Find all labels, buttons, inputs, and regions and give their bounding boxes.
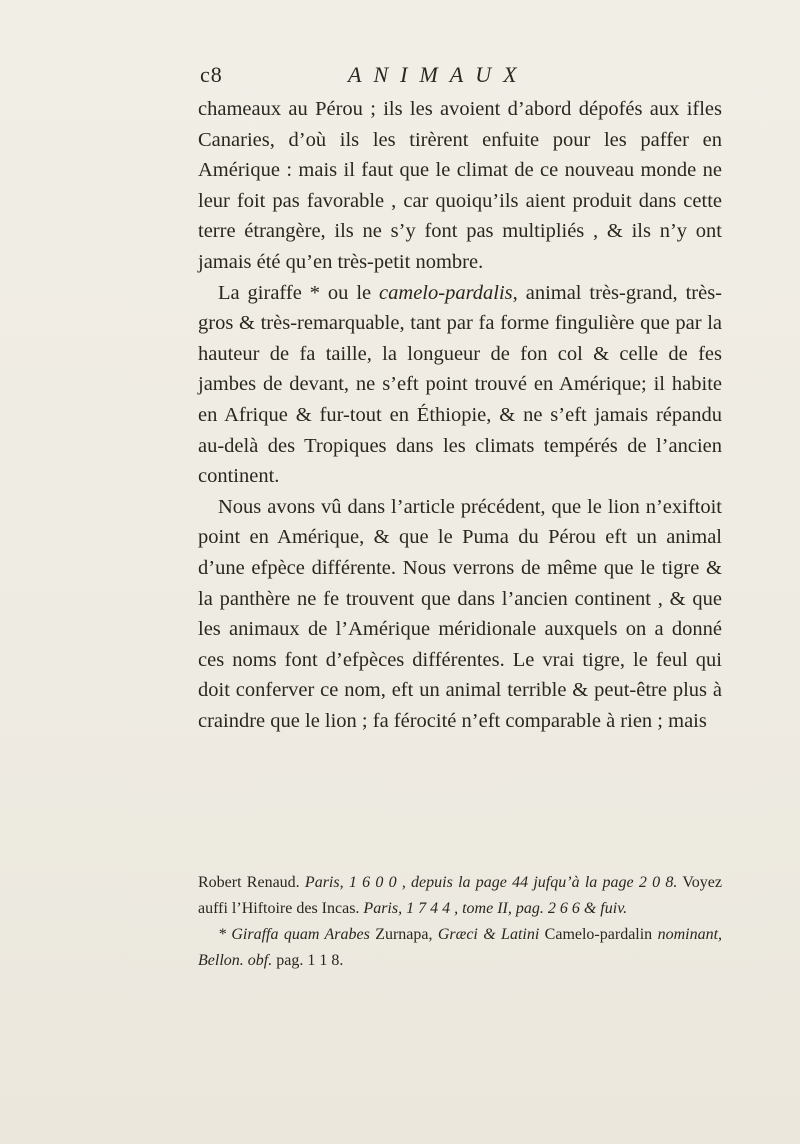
footnote-1-part-a: Robert Renaud. <box>198 874 305 891</box>
page-number: c8 <box>200 62 223 87</box>
paragraph-3: Nous avons vû dans l’article précédent, que le lion n’exiftoit point en Amérique, & que le Puma du Pérou eft un animal d’une efpèce différente. Nous verrons de même que le tigre & la panthère ne fe trouvent que dans l’ancien continent , & que les animaux de l’Amérique méridionale auxquels on a donné ces noms font d’efpèces différentes. Le vrai tigre, le feul qui doit conferver ce nom, eft un animal terrible & peut-être plus à craindre que le lion ; fa férocité n’eft comparable à rien ; mais <box>198 495 722 732</box>
main-text <box>198 94 722 736</box>
footnote-2 <box>198 922 722 974</box>
footnote-2-part-f: pag. 1 1 8. <box>272 952 344 969</box>
paragraph-2 <box>198 278 722 492</box>
footnote-2-part-c: Græci & Latini <box>437 926 540 943</box>
paragraph-2-italic: camelo-pardalis <box>379 281 513 304</box>
running-head: ANIMAUX <box>348 62 529 87</box>
footnote-1-part-d: Paris, 1 7 4 4 , tome II, pag. 2 6 6 & fuiv. <box>363 900 628 917</box>
footnote-2-part-a: * Giraffa quam Arabes <box>218 926 370 943</box>
footnote-2-part-b: Zurnapa, <box>369 926 438 943</box>
footnote-1 <box>198 870 722 922</box>
page-header <box>200 62 720 92</box>
paragraph-1: chameaux au Pérou ; ils les avoient d’abord dépofés aux ifles Canaries, d’où ils les tirèrent enfuite pour les paffer en Amérique : mais il faut que le climat de ce nouveau monde ne leur foit pas favorable , car quoiqu’ils aient produit dans cette terre étrangère, ils ne s’y font pas multipliés , & ils n’y ont jamais été qu’en très-petit nombre. <box>198 98 722 273</box>
footnote-2-part-e: nominant, Bellon. obf. <box>198 926 723 969</box>
footnote-2-part-d: Camelo-pardalin <box>539 926 658 943</box>
paragraph-2-lead: La giraffe * ou le <box>218 281 380 304</box>
footnote-1-part-b: Paris, 1 6 0 0 , depuis la page 44 jufqu’à la page 2 0 8. <box>304 874 678 891</box>
footnote-1-part-c: Voyez auffi l’Hiftoire des Incas. <box>198 874 723 917</box>
paragraph-2-rest: , animal très-grand, très-gros & très-remarquable, tant par fa forme fingulière que par la hauteur de fa taille, la longueur de fon col & celle de fes jambes de devant, ne s’eft point trouvé en Amérique; il habite en Afrique & fur-tout en Éthiopie, & ne s’eft jamais répandu au-delà des Tropiques dans les climats tempérés de l’ancien continent. <box>198 281 723 488</box>
footnotes <box>198 870 722 974</box>
